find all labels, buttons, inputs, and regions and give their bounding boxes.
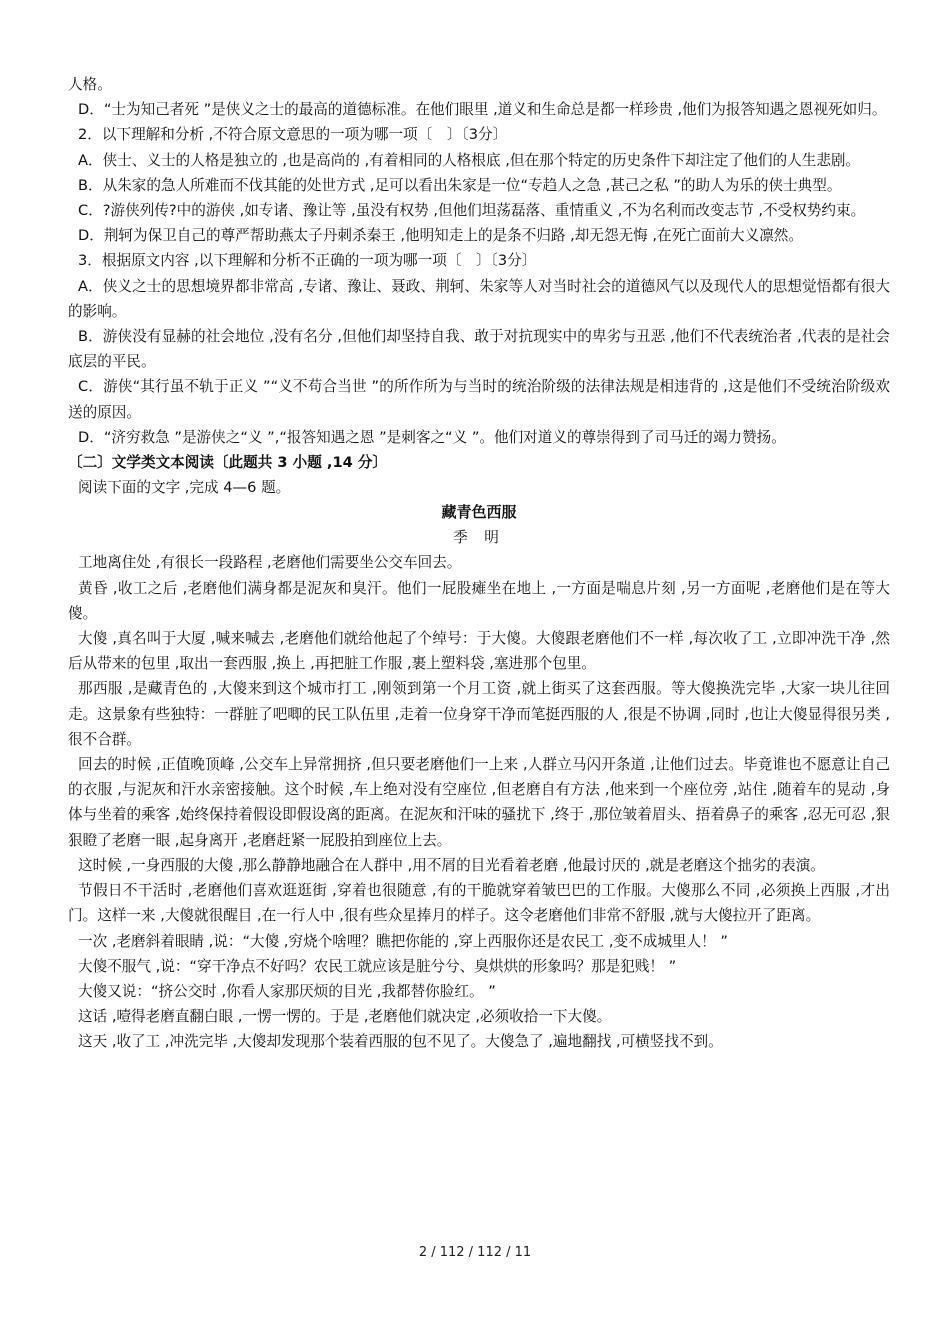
document-page: [68, 72, 890, 1055]
question-2: 2．以下理解和分析 ,不符合原文意思的一项为哪一项〔 〕〔3分〕: [78, 126, 508, 144]
section-heading: 〔二〕文学类文本阅读〔此题共 3 小题 ,14 分〕: [68, 454, 388, 472]
story-paragraph: 这时候 ,一身西服的大傻 ,那么静静地融合在人群中 ,用不屑的目光看着老磨 ,他最讨厌的 ,就是老磨这个拙劣的表演。: [78, 856, 825, 874]
story-paragraph: 这天 ,收了工 ,冲洗完毕 ,大傻却发现那个装着西服的包不见了。大傻急了 ,遍地翻找 ,可横竖找不到。: [78, 1033, 723, 1051]
story-paragraph: 一次 ,老磨斜着眼睛 ,说：“大傻 ,穷烧个啥哩？瞧把你能的 ,穿上西服你还是农民工 ,变不成城里人！ ”: [78, 932, 728, 950]
story-paragraph: 这话 ,噎得老磨直翻白眼 ,一愣一愣的。于是 ,老磨他们就决定 ,必须收拾一下大傻。: [78, 1008, 612, 1026]
option-a: A．侠士、义士的人格是独立的 ,也是高尚的 ,有着相同的人格根底 ,但在那个特定的历史条件下却注定了他们的人生悲剧。: [78, 151, 861, 169]
story-paragraph: 那西服 ,是藏青色的 ,大傻来到这个城市打工 ,刚领到第一个月工资 ,就上街买了这套西服。等大傻换洗完毕 ,大家一块儿往回走。这景象有些独特：一群脏了吧唧的民工队伍里 ,走着一位身穿干净而笔挺西服的人 ,很是不协调 ,同时 ,也让大傻显得很另类 ,很不合群。: [68, 680, 890, 748]
instruction: 阅读下面的文字 ,完成 4—6 题。: [78, 479, 291, 497]
option-d: D．荆轲为保卫自己的尊严帮助燕太子丹刺杀秦王 ,他明知走上的是条不归路 ,却无怨无悔 ,在死亡面前大义凛然。: [78, 227, 803, 245]
option-b: B．游侠没有显赫的社会地位 ,没有名分 ,但他们却坚持自我、敢于对抗现实中的卑劣与丑恶 ,他们不代表统治者 ,代表的是社会底层的平民。: [68, 328, 890, 371]
story-title: 藏青色西服: [441, 503, 517, 522]
story-paragraph: 黄昏 ,收工之后 ,老磨他们满身都是泥灰和臭汗。他们一屁股瘫坐在地上 ,一方面是喘息片刻 ,另一方面呢 ,老磨他们是在等大傻。: [68, 579, 890, 622]
story-paragraph: 大傻不服气 ,说：“穿干净点不好吗？农民工就应该是脏兮兮、臭烘烘的形象吗？那是犯贱！ ”: [78, 957, 677, 975]
paragraph: 人格。: [68, 76, 112, 93]
option-a: A．侠义之士的思想境界都非常高 ,专诸、豫让、聂政、荆轲、朱家等人对当时社会的道德风气以及现代人的思想觉悟都有很大的影响。: [68, 277, 890, 320]
story-paragraph: 大傻 ,真名叫于大厦 ,喊来喊去 ,老磨他们就给他起了个绰号：于大傻。大傻跟老磨他们不一样 ,每次收了工 ,立即冲洗干净 ,然后从带来的包里 ,取出一套西服 ,换上 ,再把脏工作服 ,裹上塑料袋 ,塞进那个包里。: [68, 630, 890, 673]
story-paragraph: 回去的时候 ,正值晚顶峰 ,公交车上异常拥挤 ,但只要老磨他们一上来 ,人群立马闪开条道 ,让他们过去。毕竟谁也不愿意让自己的衣服 ,与泥灰和汗水亲密接触。这个时候 ,车上绝对没有空座位 ,但老磨自有方法 ,他来到一个座位旁 ,站住 ,随着车的晃动 ,身体与坐着的乘客 ,始终保持着假设即假设离的距离。在泥灰和汗味的骚扰下 ,终于 ,那位皱着眉头、捂着鼻子的乘客 ,忍无可忍 ,狠狠瞪了老磨一眼 ,起身离开 ,老磨赶紧一屁股拍到座位上去。: [68, 756, 890, 849]
option-d: D．“济穷救急 ”是游侠之“义 ”,“报答知遇之恩 ”是刺客之“义 ”。他们对道义的尊崇得到了司马迁的竭力赞扬。: [78, 428, 786, 446]
option-c: C．游侠“其行虽不轨于正义 ”“义不苟合当世 ”的所作所为与当时的统治阶级的法律法规是相违背的 ,这是他们不受统治阶级欢送的原因。: [68, 378, 890, 421]
option-c: C．?游侠列传?中的游侠 ,如专诸、豫让等 ,虽没有权势 ,但他们坦荡磊落、重情重义 ,不为名利而改变志节 ,不受权势约束。: [78, 202, 866, 220]
paragraph: D．“士为知己者死 ”是侠义之士的最高的道德标准。在他们眼里 ,道义和生命总是都一样珍贵 ,他们为报答知遇之恩视死如归。: [78, 101, 887, 119]
story-paragraph: 节假日不干活时 ,老磨他们喜欢逛逛街 ,穿着也很随意 ,有的干脆就穿着皱巴巴的工作服。大傻那么不同 ,必须换上西服 ,才出门。这样一来 ,大傻就很醒目 ,在一行人中 ,很有些众星捧月的样子。这令老磨他们非常不舒服 ,就与大傻拉开了距离。: [68, 882, 890, 925]
story-author: 季 明: [453, 529, 505, 547]
option-b: B．从朱家的急人所难而不伐其能的处世方式 ,足可以看出朱家是一位“专趋人之急 ,甚己之私 ”的助人为乐的侠士典型。: [78, 176, 842, 194]
story-paragraph: 大傻又说：“挤公交时 ,你看人家那厌烦的目光 ,我都替你脸红。 ”: [78, 982, 496, 1000]
story-paragraph: 工地离住处 ,有很长一段路程 ,老磨他们需要坐公交车回去。: [78, 554, 462, 572]
page-number: 2 / 112 / 112 / 11: [418, 1245, 532, 1260]
question-3: 3．根据原文内容 ,以下理解和分析不正确的一项为哪一项〔 〕〔3分〕: [78, 252, 537, 270]
